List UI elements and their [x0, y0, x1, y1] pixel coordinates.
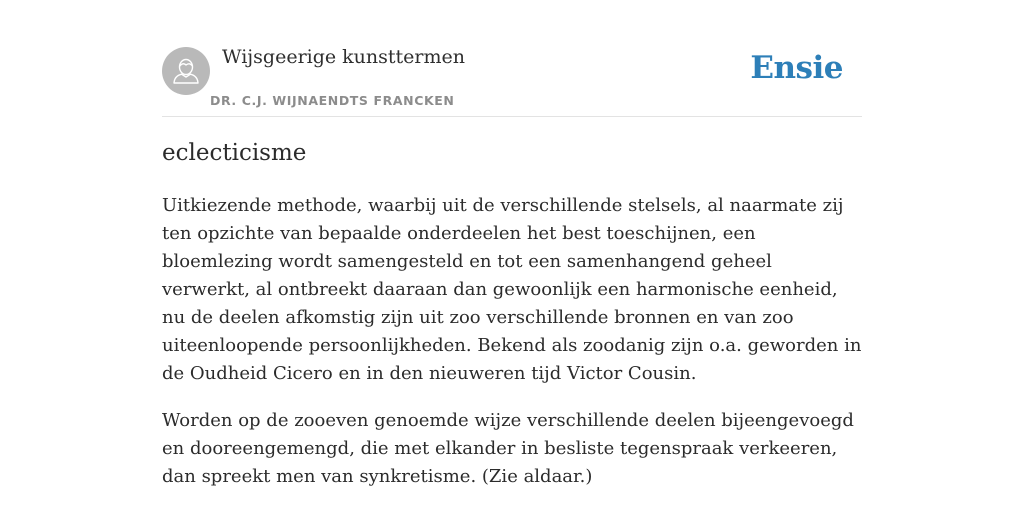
- book-title[interactable]: Wijsgeerige kunsttermen: [222, 46, 466, 68]
- term-title: eclecticisme: [162, 140, 307, 166]
- page-header: [162, 0, 862, 117]
- definition-body: [162, 192, 865, 510]
- ensie-logo-link[interactable]: Ensie: [750, 50, 843, 86]
- author-avatar[interactable]: [162, 47, 210, 95]
- author-name[interactable]: DR. C.J. WIJNAENDTS FRANCKEN: [210, 93, 455, 108]
- user-icon: [162, 47, 210, 95]
- article-page: [162, 0, 862, 512]
- definition-paragraph: Uitkiezende methode, waarbij uit de verschillende stelsels, al naarmate zij ten opzichte van bepaalde onderdeelen het best toeschijnen, een bloemlezing wordt samengesteld en tot een samenhangend geheel verwerkt, al ontbreekt daaraan dan gewoonlijk een harmonische eenheid, nu de deelen afkomstig zijn uit zoo verschillende bronnen en van zoo uiteenloopende persoonlijkheden. Bekend als zoodanig zijn o.a. geworden in de Oudheid Cicero en in den nieuweren tijd Victor Cousin.: [162, 195, 862, 384]
- definition-paragraph: Worden op de zooeven genoemde wijze verschillende deelen bijeengevoegd en dooreengemengd, die met elkander in besliste tegenspraak verkeeren, dan spreekt men van synkretisme. (Zie aldaar.): [162, 410, 854, 487]
